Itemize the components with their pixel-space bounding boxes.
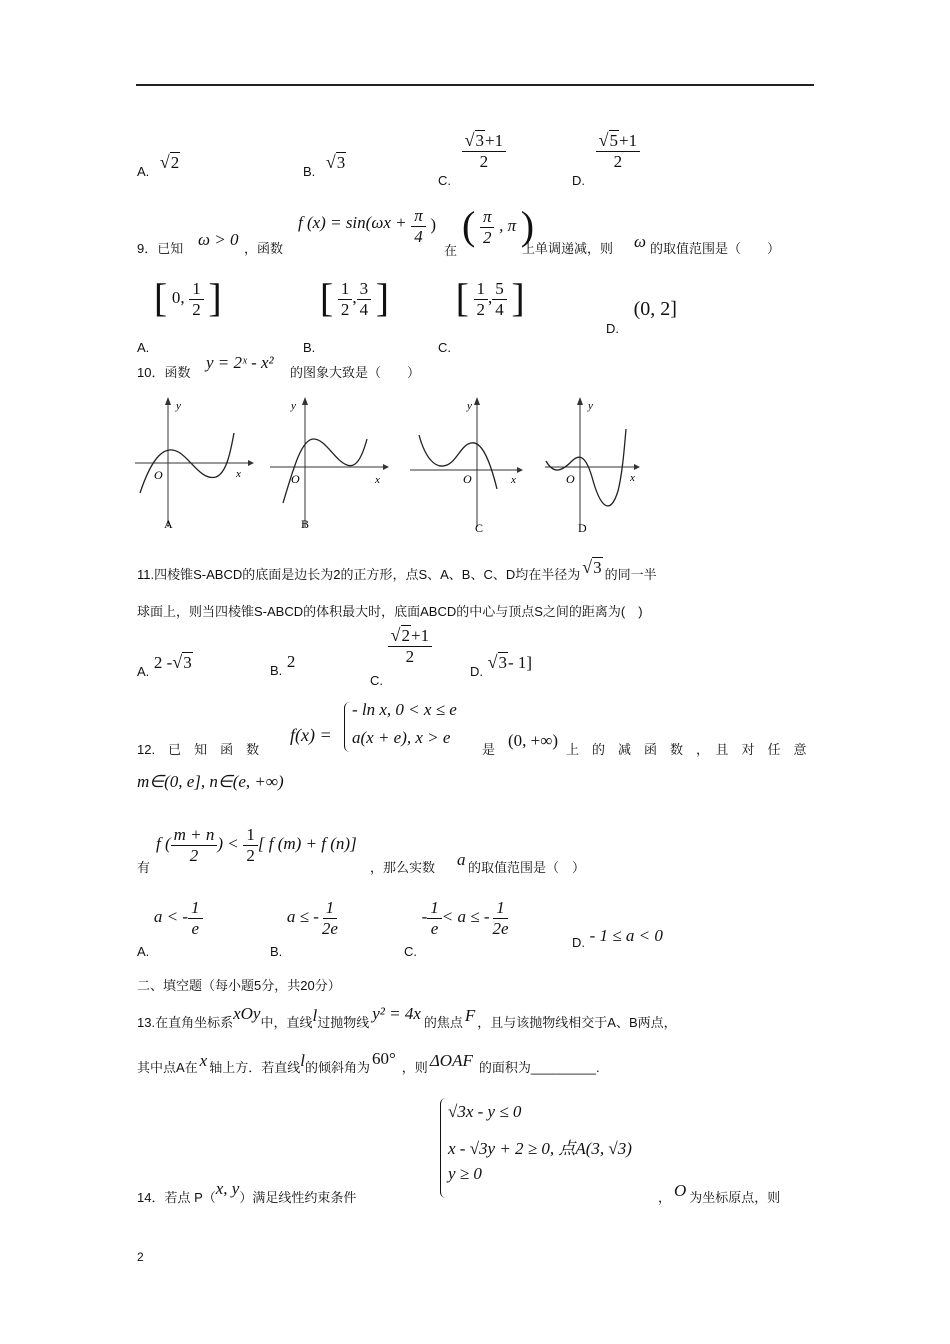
q12-option-a: A. a < - $\frac{1}{e}$: [137, 898, 203, 938]
q12-fx: f(x) =: [290, 725, 332, 745]
q14-constraint-2: x - √3y + 2 ≥ 0, 点A(3, √3): [448, 1139, 632, 1158]
fraction: $\frac{1}{2}$: [189, 279, 204, 319]
q9-mid: ，函数: [244, 241, 284, 256]
y-arrow: [577, 397, 583, 405]
graph-label: B: [301, 517, 310, 531]
graph-d: [540, 395, 665, 535]
header-rule: [136, 84, 814, 86]
graph-c: [405, 395, 530, 535]
q14-line: 14．若点 P（x, y）满足线性约束条件: [137, 1179, 357, 1205]
fraction: $\frac{\pi}{2}$: [480, 207, 495, 247]
graph-a: [130, 395, 255, 535]
origin-label: O: [291, 472, 300, 486]
q9-option-d: D. (0, 2]: [606, 298, 677, 336]
q9-post: 上单调递减，则: [522, 241, 614, 256]
x-label: x: [375, 474, 380, 486]
q11-option-c: C. √ 2 +1 2: [370, 625, 432, 666]
q11-option-d: D. √ 3 - 1]: [470, 652, 533, 679]
curve: [419, 435, 497, 489]
q9-option-a: A. [ 0, $\frac{1}{2}$ ]: [137, 275, 222, 355]
constraint-brace: [440, 1098, 448, 1198]
q10-expression: y = 2ˣ - x²: [206, 353, 274, 372]
fraction: $\frac{1}{2}$: [474, 279, 489, 319]
q12-prefix: 12. 已 知 函 数: [137, 742, 260, 757]
q9-function: f (x) = sin(ωx + $\frac{\pi}{4}$ ): [298, 206, 437, 246]
sqrt: √ 2: [159, 152, 180, 172]
q13-line2: 其中点A在 x 轴上方．若直线l的倾斜角为 60° ，则 ΔOAF 的面积为_________.: [137, 1049, 600, 1075]
q13-line1: 13.在直角坐标系xOy中，直线l过抛物线 y² = 4x 的焦点 F ，且与该抛物线相交于A、B两点，: [137, 1004, 677, 1030]
piecewise-brace: [344, 702, 351, 752]
page-number: 2: [137, 1250, 144, 1264]
y-label: y: [291, 400, 296, 412]
q12-case2: a(x + e), x > e: [352, 728, 451, 747]
q9-interval: ( $\frac{\pi}{2}$ , π ): [462, 203, 535, 248]
fraction: $\frac{m + n}{2}$: [171, 825, 218, 865]
fraction: √ 5 +1 2: [596, 130, 640, 171]
q9-omega: ω: [634, 232, 647, 251]
fraction: $\frac{1}{2e}$: [321, 898, 338, 938]
y-label: y: [176, 400, 181, 412]
curve: [283, 439, 367, 503]
q14-constraint-3: y ≥ 0: [448, 1164, 482, 1183]
x-label: x: [511, 474, 516, 486]
origin-label: O: [463, 472, 472, 486]
fraction: $\frac{5}{4}$: [492, 279, 507, 319]
q14-constraint-1: √3x - y ≤ 0: [448, 1102, 522, 1121]
q12-option-c: C. - $\frac{1}{e}$ < a ≤ - $\frac{1}{2e}$: [404, 898, 512, 938]
q12-option-b: B. a ≤ - $\frac{1}{2e}$: [270, 898, 341, 938]
q8-option-a: A. √ 2: [137, 152, 180, 179]
x-arrow: [383, 464, 389, 470]
fraction: $\frac{1}{e}$: [188, 898, 203, 938]
x-label: x: [630, 472, 635, 484]
q12-case1: - ln x, 0 < x ≤ e: [352, 700, 457, 719]
fraction: $\frac{1}{2e}$: [492, 898, 509, 938]
q12-tail-post: 的取值范围是（ ）: [468, 860, 586, 875]
sqrt: √ 3: [325, 152, 346, 172]
x-arrow: [634, 464, 640, 470]
q12-tail-pre: ，那么实数: [370, 860, 436, 875]
q12-domain: (0, +∞): [508, 731, 559, 750]
sqrt: √ 3: [582, 557, 602, 577]
x-label: x: [236, 468, 241, 480]
fraction: $\frac{3}{4}$: [357, 279, 372, 319]
q9-prefix: 9．已知: [137, 241, 184, 256]
q8-option-b: B. √ 3: [303, 152, 346, 179]
graph-b: [265, 395, 390, 535]
q8-option-c: C. √ 3 +1 2: [438, 130, 506, 171]
q9-tail: 的取值范围是（ ）: [650, 241, 781, 256]
origin-label: O: [154, 468, 163, 482]
q9-zai: 在: [444, 243, 458, 258]
q11-line1: 11.四棱锥S-ABCD的底面是边长为2的正方形，点S、A、B、C、D均在半径为 √ 3 的同一半: [137, 557, 657, 582]
q12-var-a: a: [457, 850, 466, 869]
y-label: y: [467, 400, 472, 412]
fraction: $\frac{1}{e}$: [427, 898, 442, 938]
fraction: $\frac{1}{2}$: [338, 279, 353, 319]
q12-you: 有: [137, 860, 151, 875]
q12-option-d: D. - 1 ≤ a < 0: [572, 926, 663, 950]
x-arrow: [248, 460, 254, 466]
q11-option-a: A. 2 - √ 3: [137, 652, 192, 679]
sqrt: √ 3: [487, 652, 507, 672]
q8-option-d: D. √ 5 +1 2: [572, 130, 640, 171]
sqrt: √ 3: [172, 652, 192, 672]
graph-label: C: [475, 521, 484, 535]
q11-line2: 球面上，则当四棱锥S-ABCD的体积最大时，底面ABCD的中心与顶点S之间的距离为( ): [137, 604, 643, 619]
y-arrow: [302, 397, 308, 405]
origin-label: O: [566, 472, 575, 486]
x-arrow: [517, 467, 523, 473]
fraction: √ 3 +1 2: [462, 130, 506, 171]
fraction: $\frac{1}{2}$: [243, 825, 258, 865]
graph-label: D: [578, 521, 587, 535]
q10-prefix: 10．函数: [137, 365, 191, 380]
q12-inequality: f ( $\frac{m + n}{2}$ ) < $\frac{1}{2}$ [ f (m) + f (n)]: [156, 825, 357, 865]
q12-post: 上 的 减 函 数 ， 且 对 任 意: [566, 742, 807, 757]
q11-option-b: B. 2: [270, 652, 296, 678]
graph-label: A: [164, 517, 173, 531]
y-arrow: [165, 397, 171, 405]
q9-option-b: B. [ $\frac{1}{2}$ , $\frac{3}{4}$ ]: [303, 275, 390, 355]
q12-shi: 是: [482, 742, 496, 757]
q9-condition: ω > 0: [198, 230, 239, 249]
fraction: $\frac{\pi}{4}$: [411, 206, 426, 246]
fraction: √ 2 +1 2: [388, 625, 432, 666]
section-title: 二、填空题（每小题5分，共20分）: [137, 978, 341, 993]
q12-mn: m∈(0, e], n∈(e, +∞): [137, 772, 284, 791]
q9-option-c: C. [ $\frac{1}{2}$ , $\frac{5}{4}$ ]: [438, 275, 525, 355]
q10-post: 的图象大致是（ ）: [290, 365, 421, 380]
y-label: y: [588, 400, 593, 412]
q14-tail: ， O 为坐标原点，则: [658, 1181, 781, 1205]
y-arrow: [474, 397, 480, 405]
